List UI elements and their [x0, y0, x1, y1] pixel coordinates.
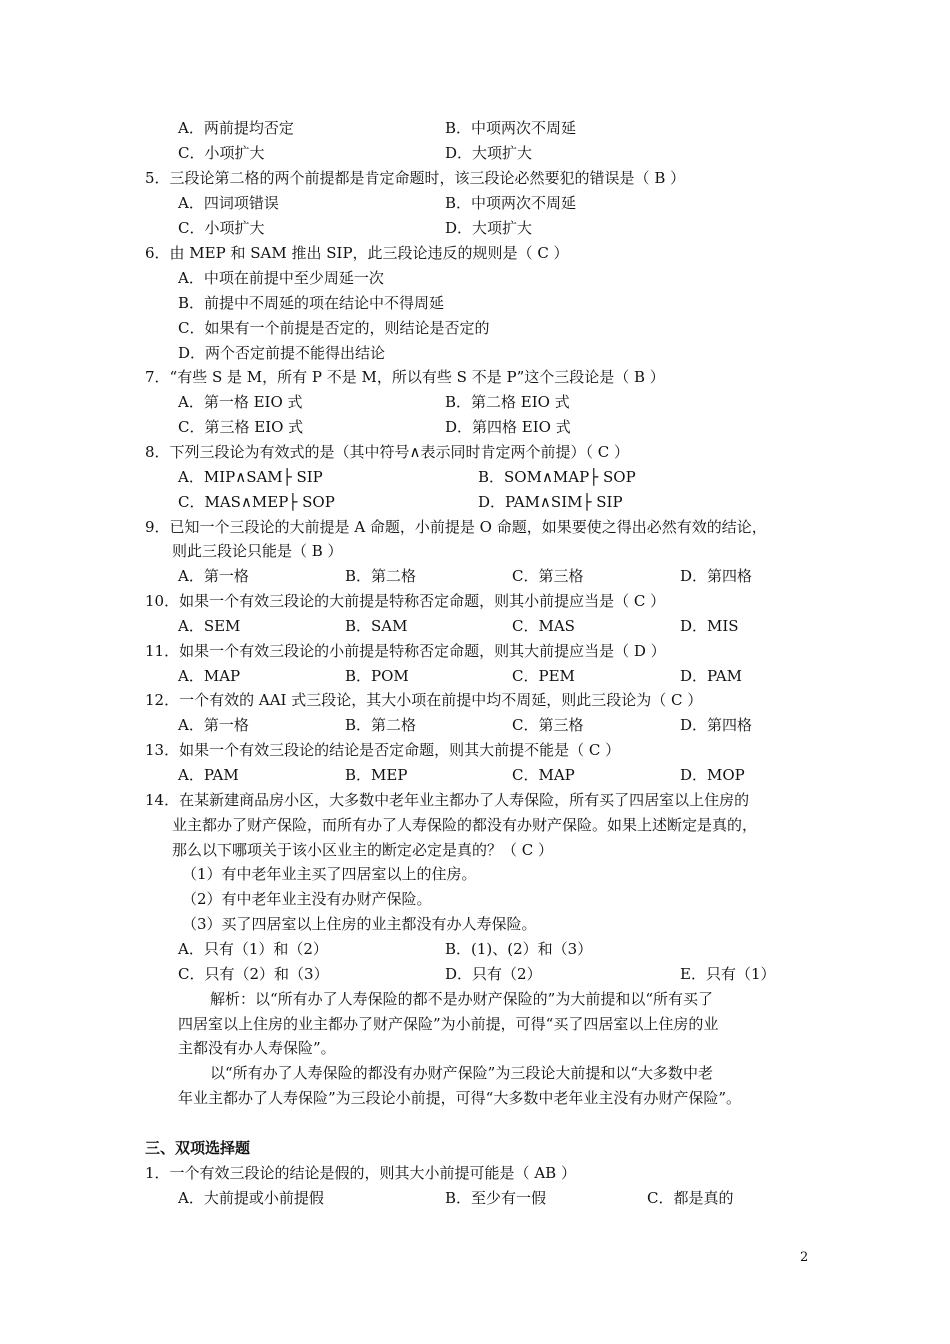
s3-q1-stem: 1．一个有效三段论的结论是假的，则其大小前提可能是（ AB ） [145, 1164, 576, 1182]
q6-option-c: C．如果有一个前提是否定的，则结论是否定的 [178, 319, 490, 337]
q11-option-d: D．PAM [680, 667, 742, 685]
q5-stem: 5．三段论第二格的两个前提都是肯定命题时，该三段论必然要犯的错误是（ B ） [145, 169, 686, 187]
q14-option-d: D．只有（2） [445, 965, 542, 983]
q13-stem: 13．如果一个有效三段论的结论是否定命题，则其大前提不能是（ C ） [145, 741, 621, 759]
q14-analysis-line-4: 以“所有办了人寿保险的都没有办财产保险”为三段论大前提和以“大多数中老 [210, 1064, 714, 1082]
q14-statement-2: （2）有中老年业主没有办财产保险。 [182, 890, 432, 908]
q14-option-e: E．只有（1） [680, 965, 776, 983]
q6-option-d: D．两个否定前提不能得出结论 [178, 344, 386, 362]
q12-option-c: C．第三格 [512, 716, 584, 734]
q12-option-d: D．第四格 [680, 716, 753, 734]
q10-stem: 10．如果一个有效三段论的大前提是特称否定命题，则其小前提应当是（ C ） [145, 592, 666, 610]
q6-stem: 6．由 MEP 和 SAM 推出 SIP，此三段论违反的规则是（ C ） [145, 244, 569, 262]
q10-option-a: A．SEM [178, 617, 241, 635]
s3-q1-option-a: A．大前提或小前提假 [178, 1189, 324, 1207]
q14-statement-1: （1）有中老年业主买了四居室以上的住房。 [182, 865, 477, 883]
s3-q1-option-b: B．至少有一假 [445, 1189, 547, 1207]
q14-analysis-line-2: 四居室以上住房的业主都办了财产保险”为小前提，可得“买了四居室以上住房的业 [178, 1015, 719, 1033]
q9-stem-continued: 则此三段论只能是（ B ） [172, 542, 343, 560]
q14-statement-3: （3）买了四居室以上住房的业主都没有办人寿保险。 [182, 915, 537, 933]
q14-stem-continued-1: 业主都办了财产保险，而所有办了人寿保险的都没有办财产保险。如果上述断定是真的， [172, 816, 758, 834]
q9-option-c: C．第三格 [512, 567, 584, 585]
q5-option-a: A．四词项错误 [178, 194, 279, 212]
section-title: 三、双项选择题 [145, 1139, 251, 1157]
q11-stem: 11．如果一个有效三段论的小前提是特称否定命题，则其大前提应当是（ D ） [145, 642, 666, 660]
q7-option-c: C．第三格 EIO 式 [178, 418, 304, 436]
q13-option-d: D．MOP [680, 766, 745, 784]
q7-option-a: A．第一格 EIO 式 [178, 393, 303, 411]
q10-option-b: B．SAM [345, 617, 408, 635]
q10-option-c: C．MAS [512, 617, 575, 635]
q5-option-b: B．中项两次不周延 [445, 194, 577, 212]
q13-option-b: B．MEP [345, 766, 408, 784]
q7-option-d: D．第四格 EIO 式 [445, 418, 571, 436]
q8-option-a: A．MIP∧SAM├ SIP [178, 468, 323, 486]
s3-q1-option-c: C．都是真的 [647, 1189, 734, 1207]
q14-analysis-line-3: 主都没有办人寿保险”。 [178, 1039, 336, 1057]
q14-stem-continued-2: 那么以下哪项关于该小区业主的断定必定是真的？（ C ） [172, 841, 554, 859]
q6-option-b: B．前提中不周延的项在结论中不得周延 [178, 294, 445, 312]
q11-option-c: C．PEM [512, 667, 575, 685]
q4-option-b: B．中项两次不周延 [445, 119, 577, 137]
q8-stem: 8．下列三段论为有效式的是（其中符号∧表示同时肯定两个前提）（ C ） [145, 443, 630, 461]
q5-option-d: D．大项扩大 [445, 219, 533, 237]
q10-option-d: D．MIS [680, 617, 739, 635]
q14-stem: 14．在某新建商品房小区，大多数中老年业主都办了人寿保险，所有买了四居室以上住房的 [145, 791, 750, 809]
q7-stem: 7．“有些 S 是 M，所有 P 不是 M，所以有些 S 不是 P”这个三段论是（ B ） [145, 368, 665, 386]
q13-option-a: A．PAM [178, 766, 239, 784]
q4-option-d: D．大项扩大 [445, 144, 533, 162]
q13-option-c: C．MAP [512, 766, 575, 784]
q8-option-d: D．PAM∧SIM├ SIP [478, 493, 623, 511]
q6-option-a: A．中项在前提中至少周延一次 [178, 269, 384, 287]
q5-option-c: C．小项扩大 [178, 219, 265, 237]
q11-option-b: B．POM [345, 667, 409, 685]
page-number: 2 [800, 1250, 809, 1265]
q9-option-a: A．第一格 [178, 567, 249, 585]
q9-stem: 9．已知一个三段论的大前提是 A 命题，小前提是 O 命题，如果要使之得出必然有效的结论， [145, 518, 767, 536]
q12-option-b: B．第二格 [345, 716, 417, 734]
q12-option-a: A．第一格 [178, 716, 249, 734]
q8-option-b: B．SOM∧MAP├ SOP [478, 468, 636, 486]
q8-option-c: C．MAS∧MEP├ SOP [178, 493, 335, 511]
q14-analysis-line-5: 年业主都办了人寿保险”为三段论小前提，可得“大多数中老年业主没有办财产保险”。 [178, 1089, 742, 1107]
q7-option-b: B．第二格 EIO 式 [445, 393, 570, 411]
q9-option-b: B．第二格 [345, 567, 417, 585]
q4-option-c: C．小项扩大 [178, 144, 265, 162]
q4-option-a: A．两前提均否定 [178, 119, 294, 137]
q11-option-a: A．MAP [178, 667, 241, 685]
q14-option-c: C．只有（2）和（3） [178, 965, 329, 983]
q14-option-b: B．(1)、(2）和（3） [445, 940, 593, 958]
q14-analysis-line-1: 解析：以“所有办了人寿保险的都不是办财产保险的”为大前提和以“所有买了 [210, 990, 714, 1008]
q14-option-a: A．只有（1）和（2） [178, 940, 328, 958]
q12-stem: 12．一个有效的 AAI 式三段论，其大小项在前提中均不周延，则此三段论为（ C ） [145, 691, 703, 709]
q9-option-d: D．第四格 [680, 567, 753, 585]
